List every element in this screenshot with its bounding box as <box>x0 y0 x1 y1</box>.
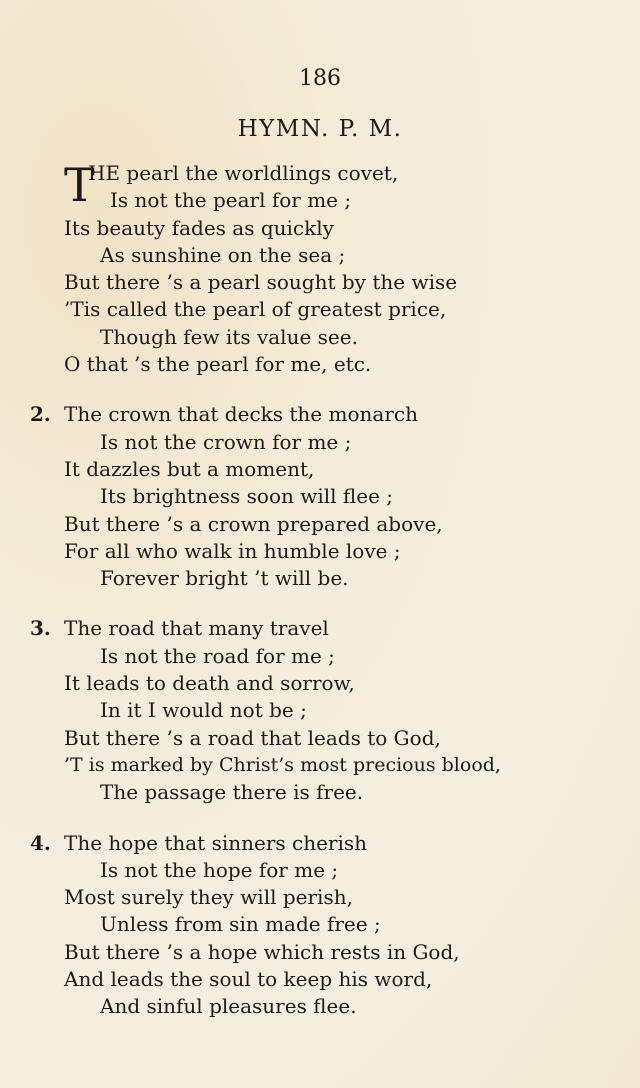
verse-line: Is not the hope for me ; <box>100 857 339 882</box>
verse-line: Forever bright ’t will be. <box>100 566 349 591</box>
drop-cap: T <box>64 158 95 212</box>
verse-line: The road that many travel <box>64 616 329 641</box>
verse-4 <box>0 830 640 1021</box>
verse-number: 2. <box>30 402 51 427</box>
verse-line: The crown that decks the monarch <box>64 402 418 427</box>
verse-line: Though few its value see. <box>100 324 358 349</box>
hymn-title: HYMN. P. M. <box>237 116 403 142</box>
hymn-text <box>0 160 640 1044</box>
verse-line: But there ’s a road that leads to God, <box>64 725 441 750</box>
verse-line: And leads the soul to keep his word, <box>64 967 433 992</box>
verse-line: Is not the crown for me ; <box>100 429 352 454</box>
verse-line: Is not the pearl for me ; <box>110 188 352 213</box>
verse-3 <box>0 615 640 806</box>
verse-line: For all who walk in humble love ; <box>64 538 401 563</box>
verse-line: ’T is marked by Christ’s most precious blood, <box>64 753 501 776</box>
verse-line: But there ’s a hope which rests in God, <box>64 939 460 964</box>
verse-line: But there ’s a crown prepared above, <box>64 511 443 536</box>
verse-line: As sunshine on the sea ; <box>100 242 346 267</box>
verse-line: And sinful pleasures flee. <box>100 994 357 1019</box>
verse-line: The passage there is free. <box>100 780 364 805</box>
verse-number: 3. <box>30 616 51 641</box>
verse-line: Unless from sin made free ; <box>100 912 381 937</box>
page-number: 186 <box>299 66 341 91</box>
verse-line: The hope that sinners cherish <box>64 830 368 855</box>
verse-line: ’Tis called the pearl of greatest price, <box>64 297 447 322</box>
verse-line-text: HE pearl the worldlings covet, <box>88 161 399 185</box>
verse-line: It leads to death and sorrow, <box>64 671 355 696</box>
verse-1 <box>0 160 640 378</box>
verse-line: Most surely they will perish, <box>64 885 353 910</box>
verse-2 <box>0 401 640 592</box>
verse-line: Its beauty fades as quickly <box>64 215 334 240</box>
verse-line: O that ’s the pearl for me, etc. <box>64 352 372 377</box>
verse-line: In it I would not be ; <box>100 698 307 723</box>
verse-line: But there ’s a pearl sought by the wise <box>64 270 458 295</box>
verse-line: It dazzles but a moment, <box>64 456 315 481</box>
verse-line: Its brightness soon will flee ; <box>100 484 393 509</box>
verse-number: 4. <box>30 830 51 855</box>
verse-line: Is not the road for me ; <box>100 643 335 668</box>
